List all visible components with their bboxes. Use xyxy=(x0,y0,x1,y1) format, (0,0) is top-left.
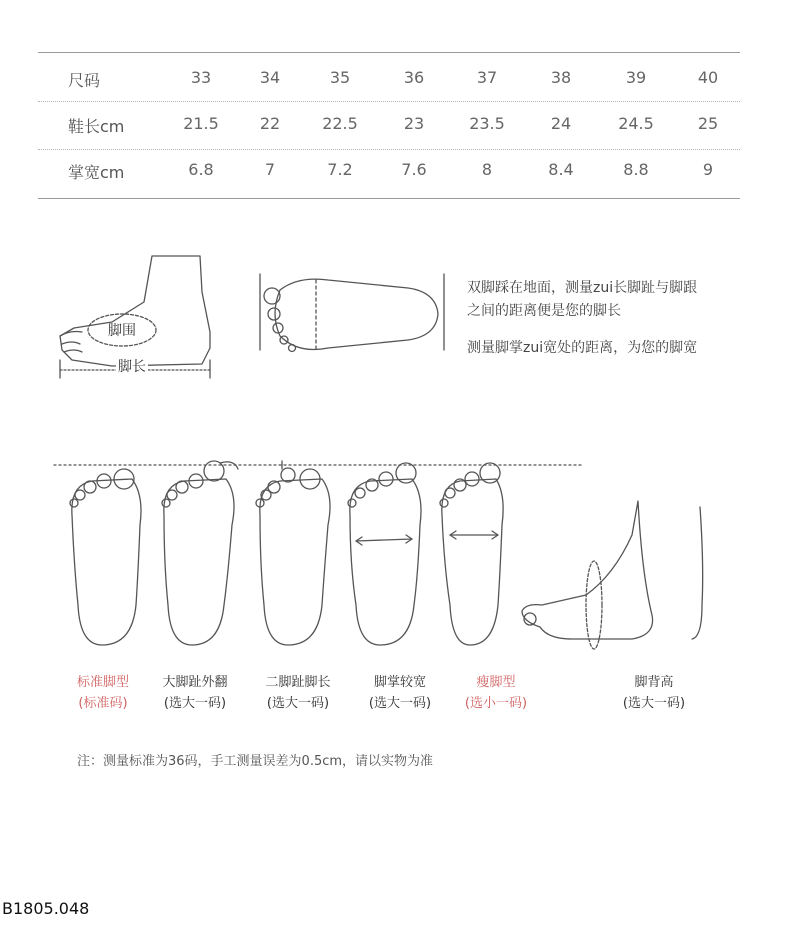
foot-type-wide xyxy=(350,672,450,714)
table-cell: 39 xyxy=(625,68,647,87)
foot-types-illustration xyxy=(52,455,702,655)
table-cell: 40 xyxy=(697,68,719,87)
foot-type-name: 瘦脚型 xyxy=(476,675,516,690)
foot-type-hint: (选大一码) xyxy=(266,696,330,711)
table-bottom-rule xyxy=(38,198,740,199)
foot-type-thin xyxy=(446,672,546,714)
foot-top-view-illustration xyxy=(258,270,448,360)
measurement-note: 注：测量标准为36码，手工测量误差为0.5cm，请以实物为准 xyxy=(77,754,434,769)
table-cell: 22.5 xyxy=(322,114,358,133)
table-cell: 6.8 xyxy=(188,160,214,179)
table-row-width xyxy=(38,146,740,192)
foot-type-standard xyxy=(53,672,153,714)
table-cell: 35 xyxy=(329,68,351,87)
table-cell: 23.5 xyxy=(469,114,505,133)
table-cell: 33 xyxy=(190,68,212,87)
table-cell: 34 xyxy=(259,68,281,87)
foot-type-name: 大脚趾外翻 xyxy=(162,675,228,690)
row-label: 掌宽cm xyxy=(68,163,125,182)
table-cell: 8.8 xyxy=(623,160,649,179)
foot-type-name: 标准脚型 xyxy=(76,675,129,690)
table-cell: 7.2 xyxy=(327,160,353,179)
foot-type-high-instep xyxy=(604,672,704,714)
foot-type-hint: (选大一码) xyxy=(368,696,432,711)
table-cell: 7 xyxy=(264,160,276,179)
table-top-rule xyxy=(38,52,740,53)
foot-type-hint: (选大一码) xyxy=(163,696,227,711)
table-cell: 9 xyxy=(702,160,714,179)
table-cell: 36 xyxy=(403,68,425,87)
table-row-length xyxy=(38,100,740,146)
foot-type-name: 脚掌较宽 xyxy=(373,675,426,690)
foot-type-name: 脚背高 xyxy=(634,675,674,690)
row-label: 尺码 xyxy=(68,71,101,90)
table-cell: 8 xyxy=(481,160,493,179)
product-code: B1805.048 xyxy=(2,899,90,918)
foot-type-hint: (选小一码) xyxy=(464,696,528,711)
foot-type-hint: (选大一码) xyxy=(622,696,686,711)
table-cell: 21.5 xyxy=(183,114,219,133)
table-cell: 24 xyxy=(550,114,572,133)
foot-type-bunion xyxy=(145,672,245,714)
foot-type-second-toe xyxy=(248,672,348,714)
measure-instruction-line: 测量脚掌zui宽处的距离，为您的脚宽 xyxy=(467,340,698,356)
table-cell: 8.4 xyxy=(548,160,574,179)
foot-type-hint: (标准码) xyxy=(78,696,128,711)
table-cell: 22 xyxy=(259,114,281,133)
table-cell: 24.5 xyxy=(618,114,654,133)
table-cell: 7.6 xyxy=(401,160,427,179)
table-cell: 38 xyxy=(550,68,572,87)
table-row-size xyxy=(38,54,740,100)
table-cell: 25 xyxy=(697,114,719,133)
foot-length-label: 脚长 xyxy=(116,356,148,376)
table-cell: 23 xyxy=(403,114,425,133)
measure-instruction-line: 之间的距离便是您的脚长 xyxy=(467,303,621,319)
row-label: 鞋长cm xyxy=(68,117,125,136)
foot-girth-label: 脚围 xyxy=(108,323,136,339)
table-cell: 37 xyxy=(476,68,498,87)
measure-instruction-line: 双脚踩在地面，测量zui长脚趾与脚跟 xyxy=(467,280,698,296)
foot-type-name: 二脚趾脚长 xyxy=(265,675,331,690)
